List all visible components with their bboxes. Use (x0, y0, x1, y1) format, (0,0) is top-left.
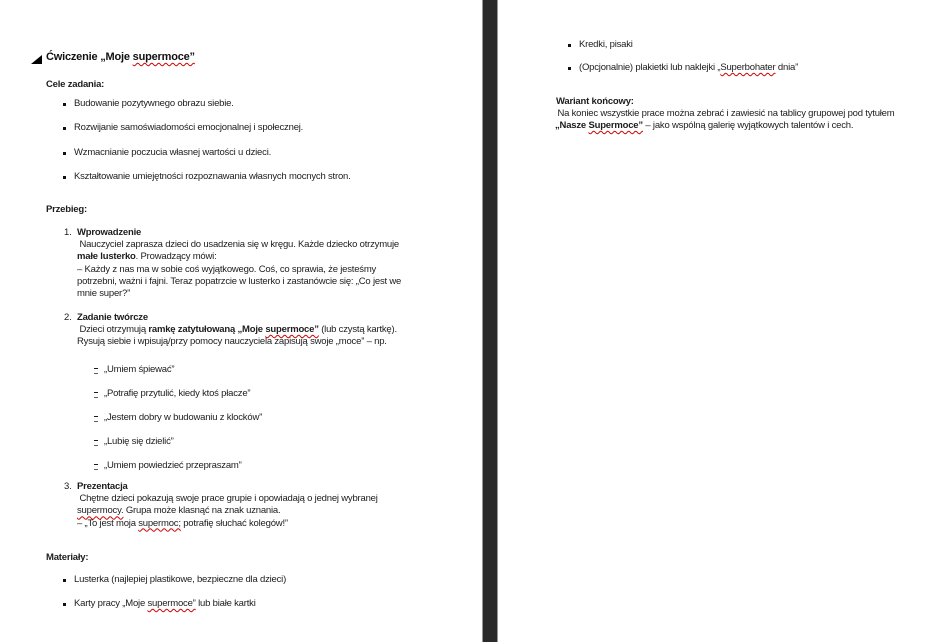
example-item-text: „Jestem dobry w budowaniu z klocków” (104, 412, 263, 423)
final-variant-block (555, 108, 894, 132)
material-misspelled-word: supermoce” (147, 598, 196, 609)
bullet-icon (568, 67, 571, 70)
exercise-title (46, 51, 195, 63)
collapse-triangle-icon[interactable] (31, 55, 42, 64)
bullet-icon (63, 152, 66, 155)
exercise-title-misspelled-word: supermoce” (132, 51, 195, 63)
goal-item-text: Wzmacnianie poczucia własnej wartości u dzieci. (74, 147, 272, 158)
step-3-line-text: potrafię słuchać kolegów!” (180, 517, 288, 529)
bullet-icon (63, 103, 66, 106)
example-item (94, 460, 242, 472)
final-variant-bold-text: „Nasze (555, 120, 589, 132)
exercise-title-text: Ćwiczenie „Moje (46, 51, 133, 63)
material-item-text (74, 598, 256, 610)
final-variant-line: Na koniec wszystkie prace można zebrać i zawiesić na tablicy grupowej pod tytułem (555, 108, 895, 119)
goal-item (63, 147, 271, 159)
material-item-text (579, 62, 798, 74)
step-3-line-text: – „To jest moja (77, 517, 139, 529)
material-item-text: Lusterka (najlepiej plastikowe, bezpieczne dla dzieci) (74, 574, 287, 585)
sub-bullet-icon (94, 416, 98, 422)
step-1-line: mnie super?” (77, 287, 131, 299)
material-item-text: (Opcjonalnie) plakietki lub naklejki „ (579, 62, 721, 73)
material-item-text: Kredki, pisaki (579, 39, 633, 50)
step-2-line-text: (lub czystą kartkę). (318, 324, 397, 336)
bullet-icon (568, 44, 571, 47)
bullet-icon (63, 176, 66, 179)
step-1-line: potrzebni, ważni i fajni. Teraz popatrzcie w lusterko i zastanówcie się: „Co jest we (77, 275, 402, 287)
goal-item (63, 98, 234, 110)
step-3-line-text: Grupa może klasnąć na znak uznania. (123, 505, 281, 517)
final-variant-heading: Wariant końcowy: (556, 96, 634, 107)
material-item-text: dnia” (775, 62, 799, 73)
material-misspelled-word: Superbohater (720, 62, 776, 73)
material-item-text: lub białe kartki (195, 598, 256, 609)
example-item (94, 364, 174, 376)
material-item-text: Karty pracy „Moje (74, 598, 148, 609)
goal-item-text: Rozwijanie samoświadomości emocjonalnej i społecznej. (74, 122, 304, 133)
example-item-text: „Umiem powiedzieć przepraszam” (104, 460, 242, 471)
step-number: 3. (64, 481, 72, 492)
sub-bullet-icon (94, 368, 98, 374)
step-1-line: Nauczyciel zaprasza dzieci do usadzenia się w kręgu. Każde dziecko otrzymuje (77, 239, 400, 251)
step-number: 2. (64, 312, 72, 323)
step-2-block (77, 312, 397, 349)
example-item (94, 412, 262, 424)
final-variant-misspelled-word: Supermoce” (588, 120, 643, 132)
material-item (63, 574, 286, 586)
step-number: 1. (64, 227, 72, 238)
example-item-text: „Umiem śpiewać” (104, 364, 175, 375)
step-3-line (77, 505, 378, 517)
goal-item-text: Budowanie pozytywnego obrazu siebie. (74, 98, 234, 109)
step-1-title: Wprowadzenie (77, 227, 142, 238)
example-item-text: „Lubię się dzielić” (104, 436, 174, 447)
goal-item (63, 122, 303, 134)
step-1-line (77, 251, 401, 263)
goal-item-text: Kształtowanie umiejętności rozpoznawania własnych mocnych stron. (74, 171, 351, 182)
page-right (498, 0, 935, 642)
sub-bullet-icon (94, 464, 98, 470)
final-variant-line-text: – jako wspólną galerię wyjątkowych talentów i cech. (642, 120, 854, 132)
step-3-misspelled-word: supermocy. (77, 505, 124, 517)
final-variant-line (555, 120, 894, 132)
step-3-title: Prezentacja (77, 481, 128, 492)
step-2-line-text: Dzieci otrzymują (77, 324, 149, 336)
example-item (94, 388, 250, 400)
step-3-line: Chętne dzieci pokazują swoje prace grupie i opowiadają o jednej wybranej (77, 493, 378, 505)
step-2-misspelled-word: supermoce” (265, 324, 319, 336)
step-3-misspelled-word: supermoc; (138, 517, 181, 529)
step-2-line: Rysują siebie i wpisują/przy pomocy nauczyciela zapisują swoje „moce” – np. (77, 336, 387, 348)
materials-heading: Materiały: (46, 552, 89, 563)
material-item (568, 39, 633, 51)
step-1-line-text: . Prowadzący mówi: (135, 251, 217, 263)
step-2-bold-text: ramkę zatytułowaną „Moje (148, 324, 266, 336)
page-gap-divider (482, 0, 498, 642)
step-3-line (77, 518, 378, 530)
step-2-title: Zadanie twórcze (77, 312, 148, 323)
step-1-block (77, 227, 401, 300)
bullet-icon (63, 579, 66, 582)
step-1-line: – Każdy z nas ma w sobie coś wyjątkowego. Coś, co sprawia, że jesteśmy (77, 263, 377, 275)
bullet-icon (63, 127, 66, 130)
example-item (94, 436, 174, 448)
step-3-block (77, 481, 378, 530)
step-1-bold-text: małe lusterko (77, 251, 136, 263)
goals-heading: Cele zadania: (46, 79, 105, 90)
sub-bullet-icon (94, 392, 98, 398)
step-2-line (77, 324, 397, 336)
example-item-text: „Potrafię przytulić, kiedy ktoś płacze” (104, 388, 251, 399)
bullet-icon (63, 603, 66, 606)
goal-item (63, 171, 351, 183)
material-item (63, 598, 256, 610)
procedure-heading: Przebieg: (46, 204, 87, 215)
material-item (568, 62, 798, 74)
sub-bullet-icon (94, 440, 98, 446)
